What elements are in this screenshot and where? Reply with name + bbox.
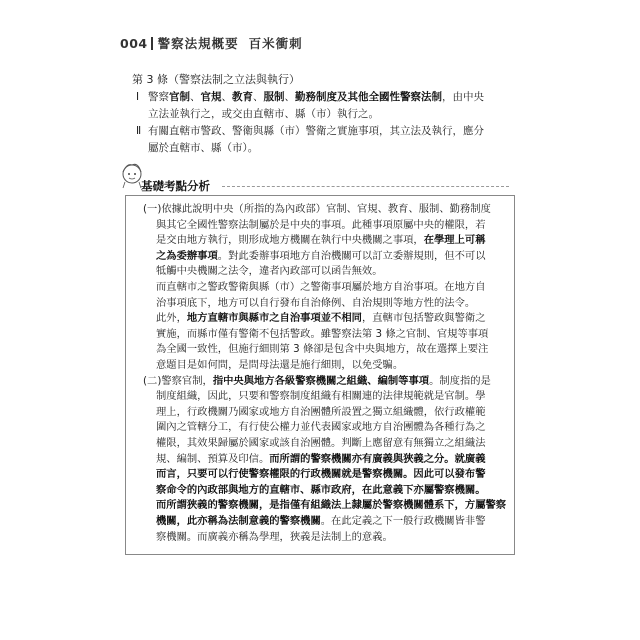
- body-text: 規、編制、預算及印信。: [156, 452, 270, 465]
- bold-text: 指中央與地方各級警察機關之組織、編制等事項: [212, 374, 430, 387]
- body-text: 是交由地方執行，則形成地方機關在執行中央機關之事項，: [156, 234, 424, 247]
- body-text: 察機關。而廣義亦稱為學理，狹義是法制上的意義。: [156, 530, 393, 543]
- analysis-line: [156, 262, 383, 277]
- analysis-line: [156, 450, 486, 465]
- body-text: 為全國一致性，但施行細則第 3 條卻是包含中央與地方，故在選擇上要注: [156, 343, 489, 356]
- bold-text: 官制: [169, 91, 190, 103]
- analysis-heading: 基礎考點分析: [141, 179, 210, 193]
- body-text: 圍內之管轄分工，有行使公權力並代表國家或地方自治團體為各種行為之: [156, 421, 486, 434]
- body-text: (二)警察官制，: [143, 374, 213, 387]
- body-text: 牴觸中央機關之法令，違者內政部可以函告無效。: [156, 265, 383, 278]
- analysis-line: [156, 434, 486, 449]
- analysis-line: [156, 356, 403, 371]
- article-line: [148, 140, 258, 157]
- bold-text: 之為委辦事項: [156, 249, 218, 262]
- bold-text: 服制: [263, 91, 285, 103]
- body-text: ，由中央: [442, 91, 484, 103]
- body-text: 而直轄市之警政警衛與縣（市）之警衛事項屬於地方自治事項。在地方自: [156, 281, 486, 293]
- article-line: [136, 89, 484, 106]
- analysis-line: [156, 325, 488, 340]
- analysis-line: [143, 200, 491, 215]
- article-line: [148, 106, 379, 123]
- body-text: 有關直轄市警政、警衛與縣（市）警衛之實施事項，其立法及執行，應分: [148, 125, 484, 137]
- body-text: 立法並執行之，或交由直轄市、縣（市）執行之。: [148, 108, 379, 120]
- page-header: [120, 34, 303, 52]
- page-number: 004: [120, 35, 148, 51]
- body-text: 與其它全國性警察法制屬於是中央的事項。此種事項原屬中央的權限，若: [156, 218, 486, 231]
- analysis-line: [156, 528, 393, 543]
- bold-text: 地方直轄市與縣市之自治事項並不相同: [186, 312, 362, 325]
- analysis-line: [156, 309, 486, 324]
- analysis-line: [156, 231, 486, 246]
- bold-text: 而所謂的警察機關亦有廣義與狹義之分。就廣義: [269, 452, 486, 465]
- paragraph-marker: Ⅰ: [136, 91, 140, 103]
- bold-text: 機關，此亦稱為法制意義的警察機關: [156, 515, 321, 527]
- book-title: 警察法規概要: [157, 36, 239, 51]
- analysis-line: [156, 512, 486, 527]
- body-text: ，直轄市包括警政與警衛之: [361, 312, 486, 325]
- analysis-line: [156, 465, 486, 480]
- article-title: 第 3 條（警察法制之立法與執行）: [132, 73, 300, 86]
- analysis-line: [156, 216, 486, 231]
- bold-text: 在學理上可稱: [423, 234, 486, 247]
- analysis-line: [156, 481, 486, 496]
- analysis-line: [156, 418, 486, 433]
- body-text: 意題目是如何問，是問母法還是施行細則，以免受騙。: [156, 359, 404, 371]
- bold-text: 察命令的內政部與地方的直轄市、縣市政府，在此意義下亦屬警察機關。: [156, 483, 486, 496]
- book-subtitle: 百米衝刺: [248, 36, 303, 51]
- header-divider: [151, 37, 153, 50]
- body-text: 制度組織，因此，只要和警察制度組織有相關連的法律規範就是官制。學: [156, 390, 486, 403]
- analysis-line: [156, 247, 486, 262]
- body-text: 實施，而縣市僅有警衛不包括警政。雖警察法第 3 條之官制、官規等事項: [156, 327, 489, 340]
- body-text: 。制度指的是: [429, 374, 491, 387]
- analysis-line: [156, 340, 488, 355]
- body-text: 、: [253, 91, 264, 103]
- bold-text: 勤務制度及其他全國性警察法制: [295, 91, 442, 103]
- body-text: 。對此委辦事項地方自治機關可以訂立委辦規則，但不可以: [217, 249, 486, 262]
- body-text: 此外，: [156, 312, 187, 325]
- bold-text: 而所謂狹義的警察機關，是指僅有組織法上隸屬於警察機關體系下，方屬警察: [156, 499, 507, 512]
- body-text: 屬於直轄市、縣（市）。: [148, 142, 259, 154]
- bold-text: 而言，只要可以行使警察權限的行政機關就是警察機關。因此可以發布警: [156, 468, 486, 481]
- body-text: 理上，行政機關乃國家或地方自治團體所設置之獨立組織體，依行政權範: [156, 405, 486, 418]
- body-text: 、: [221, 91, 232, 103]
- body-text: 治事項底下，地方可以自行發布自治條例、自治規則等地方性的法令。: [156, 296, 476, 309]
- body-text: 、: [190, 91, 201, 103]
- body-text: 。在此定義之下一般行政機關皆非警: [320, 515, 486, 527]
- analysis-line: [143, 372, 491, 387]
- bold-text: 教育: [232, 91, 253, 103]
- analysis-line: [156, 278, 486, 293]
- body-text: 警察: [148, 91, 169, 103]
- analysis-line: [156, 403, 486, 418]
- article-line: [136, 123, 484, 140]
- paragraph-marker: Ⅱ: [136, 125, 142, 137]
- analysis-line: [156, 387, 486, 402]
- analysis-line: [156, 294, 475, 309]
- heading-divider: [222, 186, 509, 187]
- body-text: 權限，其效果歸屬於國家或該自治團體。判斷上應留意有無獨立之組織法: [156, 437, 486, 449]
- body-text: 、: [284, 91, 295, 103]
- bold-text: 官規: [200, 91, 222, 103]
- body-text: (一)依據此說明中央（所指的為內政部）官制、官規、教育、服制、勤務制度: [143, 203, 491, 215]
- analysis-line: [156, 496, 506, 511]
